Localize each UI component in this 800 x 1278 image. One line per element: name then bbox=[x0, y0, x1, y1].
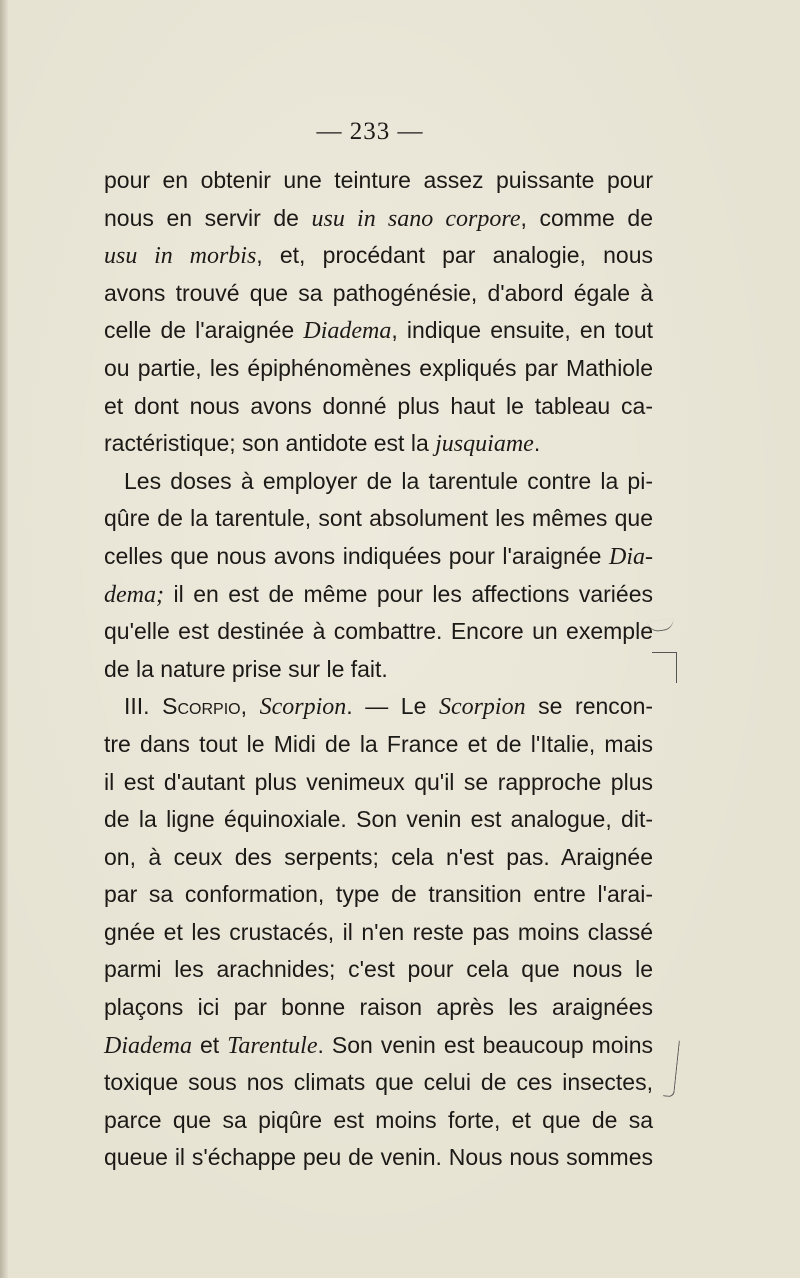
italic-text: usu in sano corpore bbox=[311, 205, 521, 232]
text-line bbox=[104, 388, 653, 426]
page-binding-edge bbox=[0, 0, 8, 1278]
text-segment: il est d'autant plus venimeux qu'il se rapproche plus bbox=[104, 768, 653, 795]
text-segment: qu'elle est destinée à combattre. Encore un exemple bbox=[104, 618, 653, 645]
text-line bbox=[104, 801, 653, 839]
text-line bbox=[104, 312, 653, 350]
text-segment: ou partie, les épiphénomènes expliqués par Mathiole bbox=[104, 354, 653, 381]
italic-text: Dia- bbox=[609, 543, 653, 570]
text-segment: , indique ensuite, en tout bbox=[391, 317, 654, 344]
text-line bbox=[104, 839, 653, 877]
text-segment: gnée et les crustacés, il n'en reste pas moins classé bbox=[104, 918, 653, 945]
text-segment: celle de l'araignée bbox=[104, 317, 304, 344]
text-line bbox=[104, 764, 653, 802]
text-line bbox=[104, 576, 653, 614]
text-line bbox=[104, 237, 653, 275]
text-segment: queue il s'échappe peu de venin. Nous nous sommes bbox=[104, 1144, 653, 1171]
italic-text: Scorpion bbox=[259, 694, 347, 721]
text-line bbox=[104, 914, 653, 952]
text-segment: nous en servir de bbox=[104, 204, 312, 231]
text-segment: tre dans tout le Midi de la France et de l'Italie, mais bbox=[104, 730, 653, 757]
text-line bbox=[104, 463, 653, 501]
text-segment: ractéristique; son antidote est la bbox=[104, 430, 436, 457]
text-segment: se rencon- bbox=[525, 693, 654, 720]
text-segment: , bbox=[240, 693, 260, 720]
text-segment: il en est de même pour les affections variées bbox=[163, 580, 653, 607]
text-line bbox=[104, 500, 653, 538]
text-segment: toxique sous nos climats que celui de ces insectes, bbox=[104, 1069, 653, 1096]
italic-text: Tarentule bbox=[227, 1032, 318, 1059]
text-line bbox=[104, 726, 653, 764]
text-line bbox=[104, 275, 653, 313]
text-segment: . Son venin est beaucoup moins bbox=[317, 1031, 653, 1058]
text-line bbox=[104, 1064, 653, 1102]
margin-mark bbox=[663, 1040, 680, 1098]
text-line bbox=[104, 989, 653, 1027]
text-line bbox=[104, 651, 653, 689]
page-number: — 233 — bbox=[316, 118, 424, 145]
text-segment: et dont nous avons donné plus haut le tableau ca- bbox=[104, 392, 653, 419]
text-segment: . bbox=[533, 430, 541, 457]
text-segment: celles que nous avons indiquées pour l'araignée bbox=[104, 542, 609, 569]
text-segment: par sa conformation, type de transition entre l'arai- bbox=[104, 881, 653, 908]
text-segment: , comme de bbox=[520, 204, 653, 231]
text-segment: . — Le bbox=[346, 693, 439, 720]
italic-text: usu in morbis bbox=[104, 243, 257, 270]
text-segment: qûre de la tarentule, sont absolument les mêmes que bbox=[104, 505, 653, 532]
text-segment: parmi les arachnides; c'est pour cela que nous le bbox=[104, 956, 653, 983]
text-segment: et bbox=[191, 1031, 228, 1058]
text-segment: avons trouvé que sa pathogénésie, d'abord égale à bbox=[104, 279, 653, 306]
text-line bbox=[104, 162, 653, 200]
italic-text: jusquiame bbox=[435, 431, 534, 458]
text-line bbox=[104, 1102, 653, 1140]
text-segment: , et, procédant par analogie, nous bbox=[256, 242, 654, 269]
text-segment: on, à ceux des serpents; cela n'est pas. Araignée bbox=[104, 843, 653, 870]
text-line bbox=[104, 538, 653, 576]
text-segment: parce que sa piqûre est moins forte, et que de sa bbox=[104, 1106, 653, 1133]
small-caps-text: Scorpio bbox=[162, 693, 241, 720]
text-segment: de la nature prise sur le fait. bbox=[104, 655, 388, 682]
text-segment: plaçons ici par bonne raison après les araignées bbox=[104, 994, 653, 1021]
text-line bbox=[104, 876, 653, 914]
text-line bbox=[104, 1139, 653, 1177]
text-segment: III. bbox=[124, 693, 163, 720]
italic-text: Scorpion bbox=[438, 694, 526, 721]
body-text bbox=[104, 162, 653, 1177]
text-line bbox=[104, 425, 653, 463]
italic-text: Diadema bbox=[104, 1032, 192, 1059]
margin-mark bbox=[652, 652, 677, 683]
italic-text: Diadema bbox=[303, 318, 392, 345]
text-line bbox=[104, 350, 653, 388]
text-segment: Les doses à employer de la tarentule contre la pi- bbox=[124, 467, 653, 494]
text-line bbox=[104, 1027, 653, 1065]
text-line bbox=[104, 200, 653, 238]
text-line bbox=[104, 951, 653, 989]
text-line bbox=[104, 613, 653, 651]
italic-text: dema; bbox=[104, 581, 164, 608]
text-segment: de la ligne équinoxiale. Son venin est analogue, dit- bbox=[104, 806, 653, 833]
text-line bbox=[104, 688, 653, 726]
text-segment: pour en obtenir une teinture assez puissante pour bbox=[104, 167, 653, 193]
